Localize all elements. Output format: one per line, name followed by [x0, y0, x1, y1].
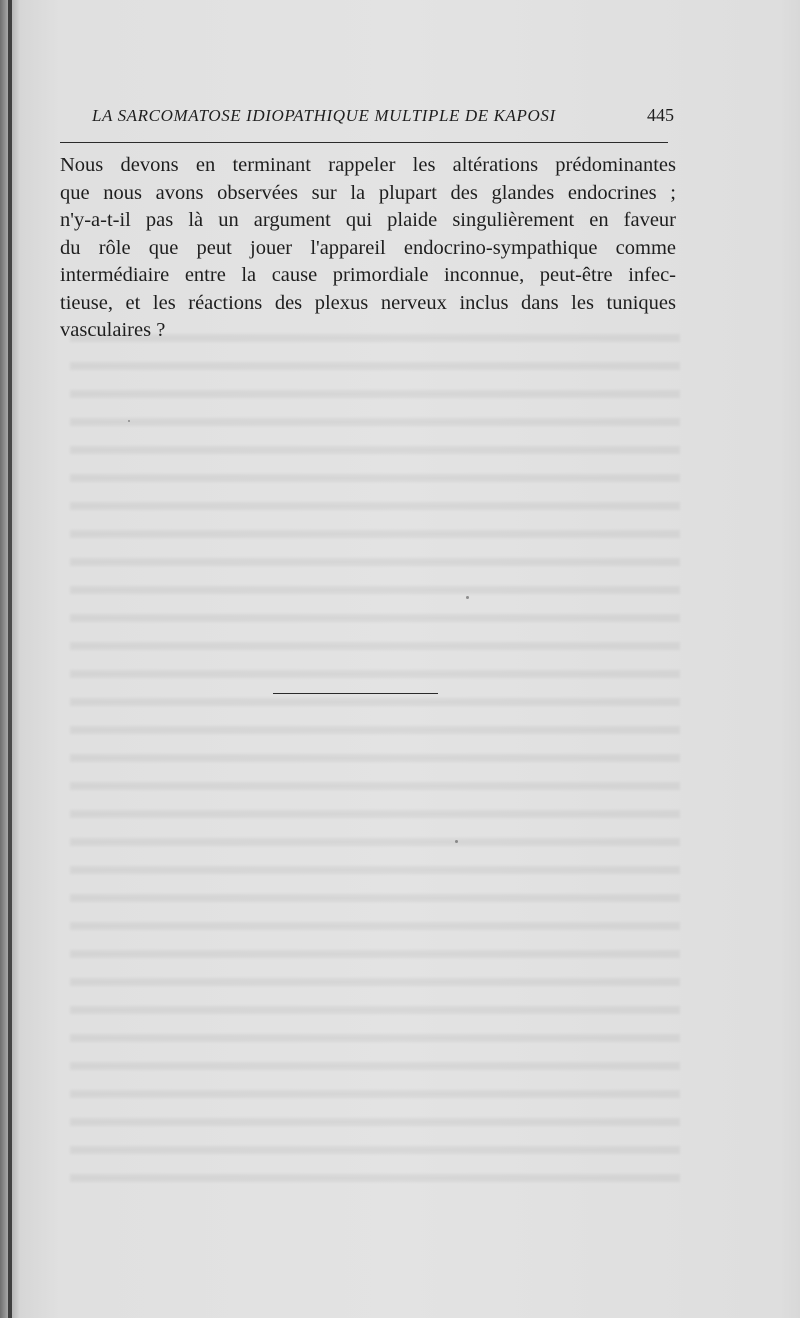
running-title: LA SARCOMATOSE IDIOPATHIQUE MULTIPLE DE KAPOSI — [92, 106, 556, 125]
paragraph-line: vasculaires ? — [60, 319, 166, 341]
print-speck — [128, 420, 130, 422]
paragraph-line: tieuse, et les réactions des plexus nerveux inclus dans les tuniques — [60, 291, 676, 314]
print-speck — [455, 840, 458, 843]
body-paragraph — [60, 152, 676, 345]
show-through-text — [70, 320, 680, 1190]
section-end-rule — [273, 693, 438, 694]
paragraph-line: que nous avons observées sur la plupart des glandes endocrines ; — [60, 181, 676, 204]
paragraph-line: n'y-a-t-il pas là un argument qui plaide singulièrement en faveur — [60, 209, 676, 231]
paragraph-line: du rôle que peut jouer l'appareil endocrino-sympathique comme — [60, 236, 676, 259]
book-spine-shadow — [8, 0, 12, 1318]
header-rule — [60, 142, 668, 143]
paragraph-line: intermédiaire entre la cause primordiale inconnue, peut-être infec- — [60, 264, 676, 286]
page-header — [60, 106, 674, 132]
paragraph-line: Nous devons en terminant rappeler les altérations prédominantes — [60, 154, 676, 176]
page-number: 445 — [647, 105, 674, 125]
print-speck — [466, 596, 469, 599]
